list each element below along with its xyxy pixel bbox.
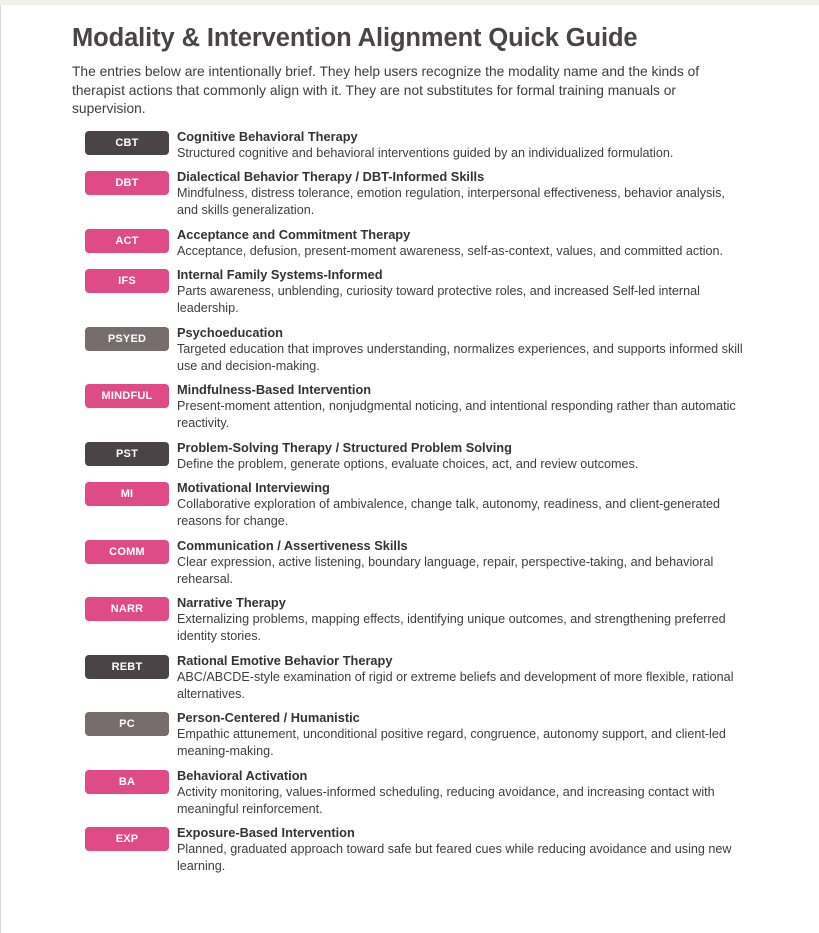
modality-text [177,710,743,760]
intro-paragraph: The entries below are intentionally brief. They help users recognize the modality name and the kinds of therapist actions that commonly align with it. They are not substitutes for formal training manuals or supervision. [72,64,700,116]
modality-title: Exposure-Based Intervention [177,825,355,840]
modality-item [85,325,752,375]
modality-description: Structured cognitive and behavioral interventions guided by an individualized formulation. [177,145,674,160]
modality-text [177,595,743,645]
modality-badge: PST [85,442,169,466]
modality-text [177,440,743,473]
modality-item [85,825,752,875]
modality-title: Narrative Therapy [177,595,286,610]
modality-text [177,538,743,588]
modality-text [177,653,743,703]
modality-item [85,382,752,432]
modality-title: Problem-Solving Therapy / Structured Problem Solving [177,439,512,455]
modality-badge: DBT [85,171,169,195]
modality-description: Acceptance, defusion, present-moment awareness, self-as-context, values, and committed action. [177,243,724,258]
modality-item [85,480,752,530]
modality-text [177,325,743,375]
modality-item [85,227,752,260]
modality-title: Psychoeducation [177,324,283,340]
modality-title: Mindfulness-Based Intervention [177,382,372,397]
modality-text [177,169,743,219]
modality-description: Clear expression, active listening, boundary language, repair, perspective-taking, and behavioral rehearsal. [177,554,714,586]
modality-item [85,440,752,473]
modality-item [85,538,752,588]
modality-item [85,129,752,162]
modality-title: Rational Emotive Behavior Therapy [177,652,393,668]
modality-badge: PSYED [85,327,169,351]
modality-description: Empathic attunement, unconditional positive regard, congruence, autonomy support, and client-led meaning-making. [177,727,726,758]
modality-item [85,267,752,317]
modality-item [85,710,752,760]
modality-text [177,227,743,260]
modality-badge: IFS [85,269,169,293]
modality-title: Internal Family Systems-Informed [177,267,383,282]
modality-badge: MI [85,482,169,506]
guide-page [72,21,752,883]
modality-description: Collaborative exploration of ambivalence, change talk, autonomy, readiness, and client-generated reasons for change. [177,497,721,528]
modality-list [85,129,752,876]
left-border [0,5,1,933]
top-bar [0,0,819,5]
modality-item [85,768,752,818]
modality-description: Parts awareness, unblending, curiosity toward protective roles, and increased Self-led internal leadership. [177,284,700,315]
modality-item [85,653,752,703]
modality-badge: PC [85,712,169,736]
modality-title: Motivational Interviewing [177,480,330,495]
modality-text [177,768,743,818]
modality-description: Define the problem, generate options, evaluate choices, act, and review outcomes. [177,456,639,471]
modality-badge: BA [85,770,169,794]
modality-description: Activity monitoring, values-informed scheduling, reducing avoidance, and increasing contact with meaningful reinforcement. [177,784,715,816]
modality-badge: NARR [85,597,169,621]
modality-title: Cognitive Behavioral Therapy [177,128,358,144]
modality-description: Mindfulness, distress tolerance, emotion regulation, interpersonal effectiveness, behavior analysis, and skills generalization. [177,186,725,217]
modality-badge: MINDFUL [85,384,169,408]
modality-badge: COMM [85,540,169,564]
modality-item [85,595,752,645]
modality-text [177,267,743,317]
modality-text [177,129,743,162]
modality-title: Communication / Assertiveness Skills [177,537,408,553]
modality-title: Behavioral Activation [177,767,308,783]
modality-text [177,480,743,530]
modality-description: ABC/ABCDE-style examination of rigid or extreme beliefs and development of more flexible, rational alternatives. [177,669,734,701]
page-title: Modality & Intervention Alignment Quick Guide [72,24,638,52]
modality-description: Planned, graduated approach toward safe but feared cues while reducing avoidance and using new learning. [177,842,732,873]
modality-title: Acceptance and Commitment Therapy [177,226,411,242]
modality-description: Externalizing problems, mapping effects, identifying unique outcomes, and strengthening preferred identity stories. [177,612,726,643]
modality-description: Present-moment attention, nonjudgmental noticing, and intentional responding rather than automatic reactivity. [177,399,736,430]
modality-title: Person-Centered / Humanistic [177,710,360,725]
modality-description: Targeted education that improves understanding, normalizes experiences, and supports informed skill use and decision-making. [177,341,743,373]
modality-badge: CBT [85,131,169,155]
modality-item [85,169,752,219]
modality-badge: REBT [85,655,169,679]
modality-badge: ACT [85,229,169,253]
modality-text [177,382,743,432]
modality-title: Dialectical Behavior Therapy / DBT-Informed Skills [177,169,485,184]
modality-text [177,825,743,875]
modality-badge: EXP [85,827,169,851]
